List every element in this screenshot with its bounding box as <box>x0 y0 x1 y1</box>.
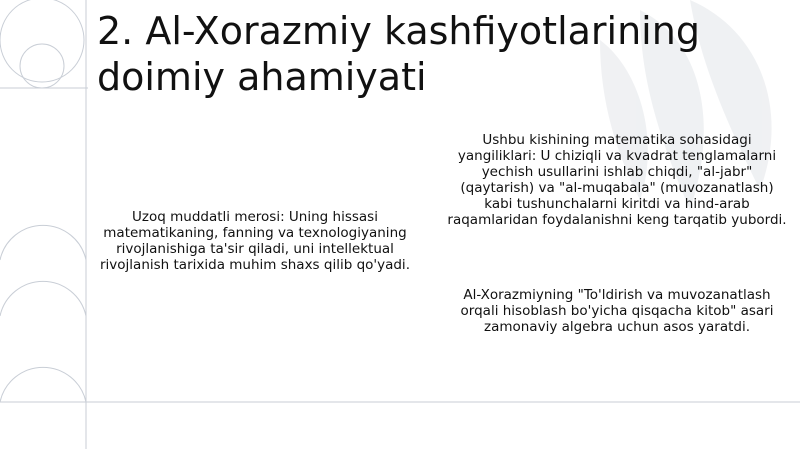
left-text-block: Uzoq muddatli merosi: Uning hissasi matematikaning, fanning va texnologiyaning rivojlanishiga ta'sir qiladi, uni intellektual rivojlanish tarixida muhim shaxs qilib qo'yadi. <box>100 209 410 273</box>
right-text-block-top: Ushbu kishining matematika sohasidagi yangiliklari: U chiziqli va kvadrat tenglamalarni yechish usullarini ishlab chiqdi, "al-jabr" (qaytarish) va "al-muqabala" (muvozanatlash) kabi tushunchalarni kiritdi va hind-arab raqamlaridan foydalanishni keng tarqatib yubordi. <box>447 132 787 228</box>
decor-arch-1 <box>0 225 86 300</box>
decor-arch-2 <box>0 281 86 360</box>
slide-title: 2. Al-Xorazmiy kashfiyotlarining doimiy ahamiyati <box>97 9 700 99</box>
decor-arc-bottom <box>0 367 86 402</box>
right-text-block-bottom: Al-Xorazmiyning "To'ldirish va muvozanatlash orqali hisoblash bo'yicha qisqacha kitob" asari zamonaviy algebra uchun asos yaratdi. <box>460 287 774 335</box>
decor-circle-top <box>0 0 84 82</box>
decor-circle-small <box>20 44 64 88</box>
